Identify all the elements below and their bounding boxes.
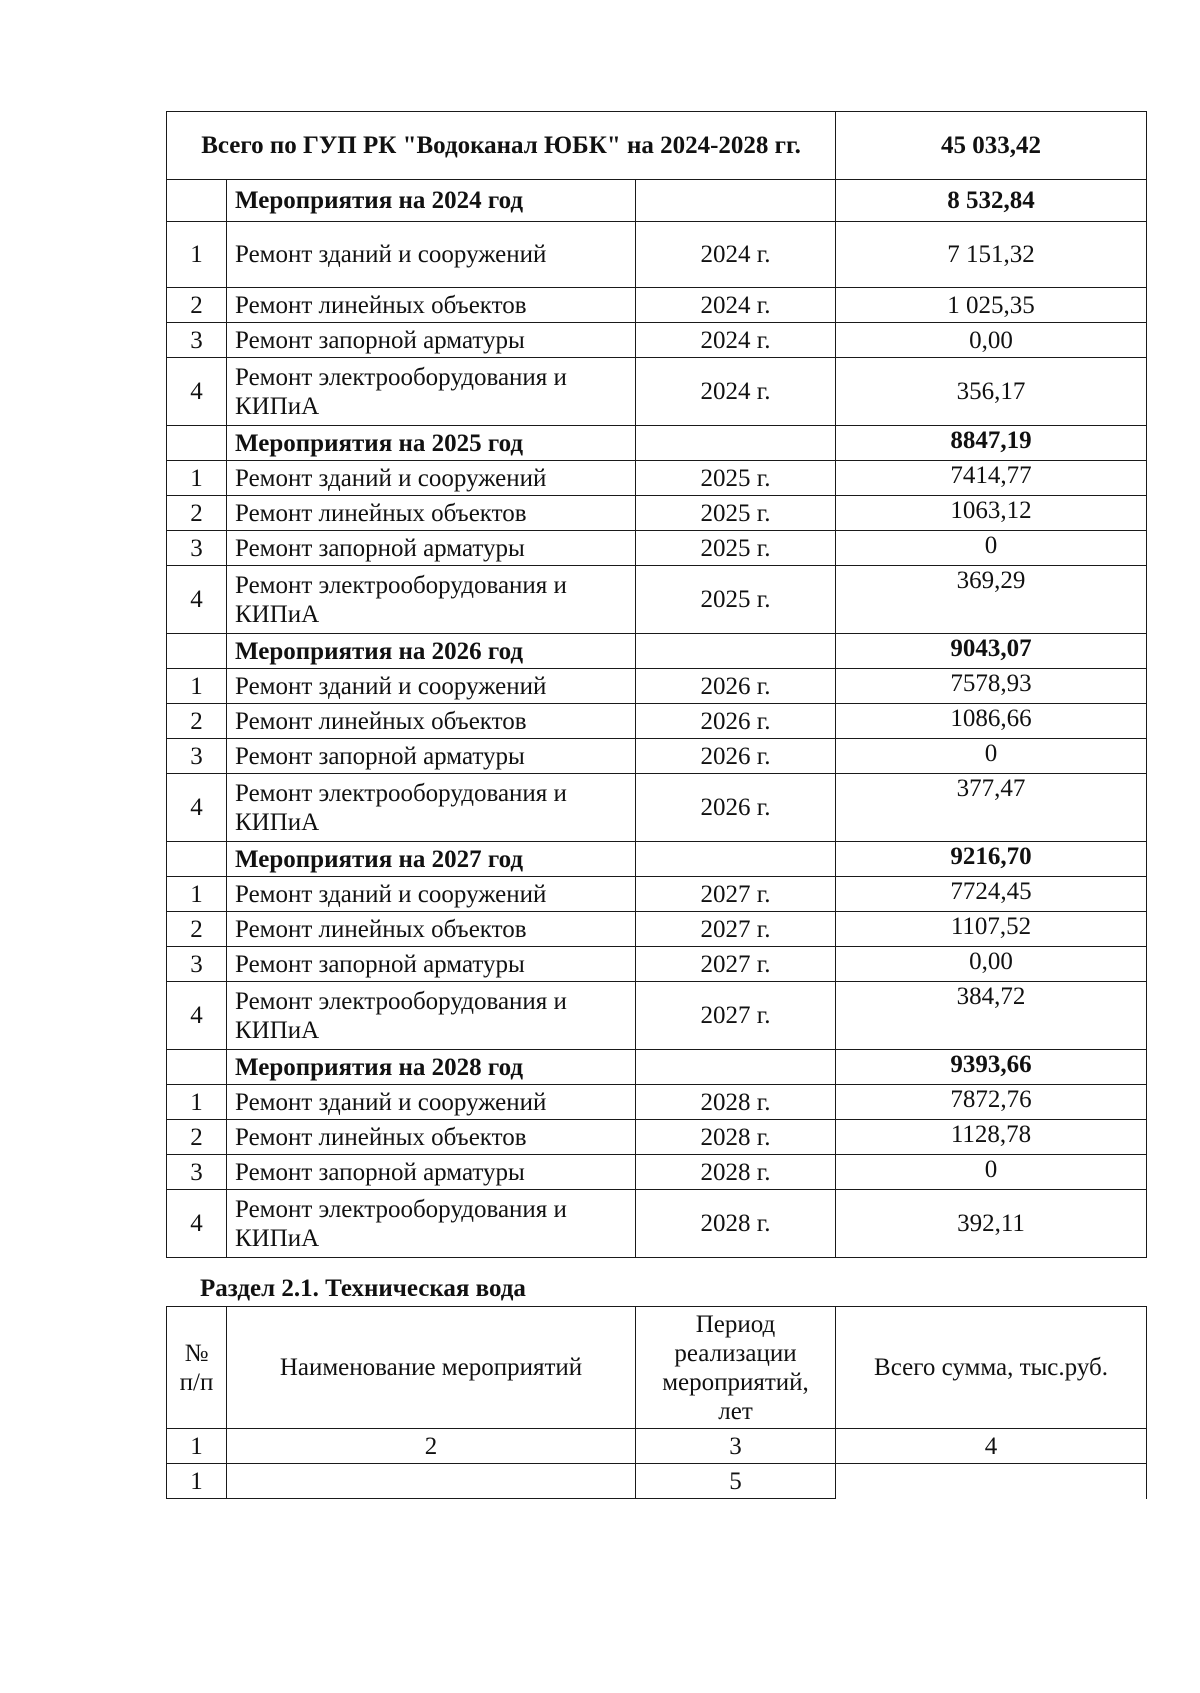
item-name: Ремонт линейных объектов [227,496,636,531]
item-sum: 377,47 [836,774,1147,842]
year-total: 8847,19 [836,426,1147,461]
item-sum: 7724,45 [836,877,1147,912]
header-name: Наименование мероприятий [227,1307,636,1429]
year-total: 8 532,84 [836,180,1147,222]
item-name: Ремонт запорной арматуры [227,531,636,566]
year-heading-row [167,634,1147,669]
item-period: 2027 г. [636,947,836,982]
item-num: 3 [167,739,227,774]
item-num: 1 [167,877,227,912]
year-heading-period [636,180,836,222]
item-period: 2025 г. [636,566,836,634]
year-heading-period [636,634,836,669]
item-name: Ремонт запорной арматуры [227,1155,636,1190]
item-name: Ремонт электрооборудования и КИПиА [227,566,636,634]
item-name: Ремонт электрооборудования и КИПиА [227,358,636,426]
item-name: Ремонт зданий и сооружений [227,669,636,704]
table-row [167,222,1147,288]
year-heading-row [167,426,1147,461]
item-period: 2026 г. [636,739,836,774]
year-heading-num [167,426,227,461]
item-num: 4 [167,982,227,1050]
item-period: 2026 г. [636,774,836,842]
item-num: 2 [167,496,227,531]
item-period: 2025 г. [636,531,836,566]
table-row [167,566,1147,634]
table-row [167,1085,1147,1120]
item-num: 2 [167,912,227,947]
section-heading: Раздел 2.1. Техническая вода [200,1275,526,1302]
item-sum: 0,00 [836,947,1147,982]
year-heading-row [167,1050,1147,1085]
year-heading-label: Мероприятия на 2025 год [227,426,636,461]
item-num: 3 [167,531,227,566]
item-sum: 1 025,35 [836,288,1147,323]
item-sum: 392,11 [836,1190,1147,1258]
item-sum: 0 [836,739,1147,774]
table-row [167,982,1147,1050]
item-sum: 384,72 [836,982,1147,1050]
item-num: 3 [167,1155,227,1190]
item-name: Ремонт зданий и сооружений [227,877,636,912]
item-name: Ремонт зданий и сооружений [227,222,636,288]
col-number-2: 2 [227,1429,636,1464]
table-row [167,358,1147,426]
item-num: 2 [167,288,227,323]
year-heading-period [636,426,836,461]
table-row [167,877,1147,912]
row-name [227,1464,636,1499]
technical-water-table [166,1306,1147,1499]
year-heading-label: Мероприятия на 2027 год [227,842,636,877]
table-row [167,1120,1147,1155]
item-sum: 1128,78 [836,1120,1147,1155]
table-row [167,496,1147,531]
item-period: 2028 г. [636,1155,836,1190]
item-name: Ремонт зданий и сооружений [227,1085,636,1120]
item-sum: 7578,93 [836,669,1147,704]
item-period: 2027 г. [636,982,836,1050]
item-period: 2025 г. [636,496,836,531]
table-row [167,1155,1147,1190]
item-period: 2025 г. [636,461,836,496]
grand-total-value: 45 033,42 [836,112,1147,180]
item-num: 2 [167,704,227,739]
item-num: 1 [167,669,227,704]
item-sum: 0 [836,531,1147,566]
item-sum: 356,17 [836,358,1147,426]
item-sum: 7872,76 [836,1085,1147,1120]
item-name: Ремонт запорной арматуры [227,947,636,982]
row-num: 1 [167,1464,227,1499]
item-sum: 7414,77 [836,461,1147,496]
item-num: 4 [167,774,227,842]
item-sum: 1107,52 [836,912,1147,947]
item-period: 2024 г. [636,288,836,323]
item-sum: 369,29 [836,566,1147,634]
column-number-row [167,1429,1147,1464]
year-heading-row [167,842,1147,877]
item-num: 3 [167,323,227,358]
item-name: Ремонт запорной арматуры [227,739,636,774]
year-heading-num [167,634,227,669]
item-num: 1 [167,461,227,496]
item-num: 1 [167,1085,227,1120]
table-row [167,912,1147,947]
item-sum: 0 [836,1155,1147,1190]
col-number-3: 3 [636,1429,836,1464]
row-sum-empty [836,1464,1147,1499]
year-total: 9393,66 [836,1050,1147,1085]
item-period: 2027 г. [636,912,836,947]
item-name: Ремонт электрооборудования и КИПиА [227,982,636,1050]
table-row [167,288,1147,323]
item-num: 2 [167,1120,227,1155]
year-heading-period [636,1050,836,1085]
investment-table [166,111,1147,1258]
header-sum: Всего сумма, тыс.руб. [836,1307,1147,1429]
year-total: 9216,70 [836,842,1147,877]
item-period: 2024 г. [636,358,836,426]
header-period: Период реализации мероприятий, лет [636,1307,836,1429]
item-num: 3 [167,947,227,982]
table-row [167,461,1147,496]
item-period: 2024 г. [636,222,836,288]
item-num: 4 [167,1190,227,1258]
item-sum: 7 151,32 [836,222,1147,288]
grand-total-row [167,112,1147,180]
item-name: Ремонт запорной арматуры [227,323,636,358]
item-name: Ремонт линейных объектов [227,704,636,739]
item-name: Ремонт линейных объектов [227,288,636,323]
year-heading-period [636,842,836,877]
table-row [167,323,1147,358]
item-name: Ремонт зданий и сооружений [227,461,636,496]
item-period: 2024 г. [636,323,836,358]
col-number-4: 4 [836,1429,1147,1464]
item-name: Ремонт линейных объектов [227,912,636,947]
item-sum: 0,00 [836,323,1147,358]
col-number-1: 1 [167,1429,227,1464]
row-period: 5 [636,1464,836,1499]
table-row [167,704,1147,739]
table-row [167,1190,1147,1258]
header-num: № п/п [167,1307,227,1429]
item-period: 2026 г. [636,704,836,739]
table-row [167,947,1147,982]
grand-total-label: Всего по ГУП РК "Водоканал ЮБК" на 2024-2028 гг. [167,112,836,180]
year-heading-num [167,842,227,877]
year-heading-label: Мероприятия на 2028 год [227,1050,636,1085]
table-row [167,669,1147,704]
item-name: Ремонт электрооборудования и КИПиА [227,774,636,842]
item-sum: 1063,12 [836,496,1147,531]
item-period: 2028 г. [636,1190,836,1258]
item-num: 1 [167,222,227,288]
item-period: 2026 г. [636,669,836,704]
year-heading-label: Мероприятия на 2026 год [227,634,636,669]
table-row [167,531,1147,566]
item-name: Ремонт линейных объектов [227,1120,636,1155]
item-num: 4 [167,358,227,426]
year-total: 9043,07 [836,634,1147,669]
item-period: 2028 г. [636,1085,836,1120]
item-period: 2028 г. [636,1120,836,1155]
year-heading-num [167,1050,227,1085]
table-row [167,1464,1147,1499]
item-name: Ремонт электрооборудования и КИПиА [227,1190,636,1258]
table-row [167,739,1147,774]
item-period: 2027 г. [636,877,836,912]
item-sum: 1086,66 [836,704,1147,739]
year-heading-label: Мероприятия на 2024 год [227,180,636,222]
table-row [167,774,1147,842]
year-heading-num [167,180,227,222]
item-num: 4 [167,566,227,634]
header-row [167,1307,1147,1429]
year-heading-row [167,180,1147,222]
